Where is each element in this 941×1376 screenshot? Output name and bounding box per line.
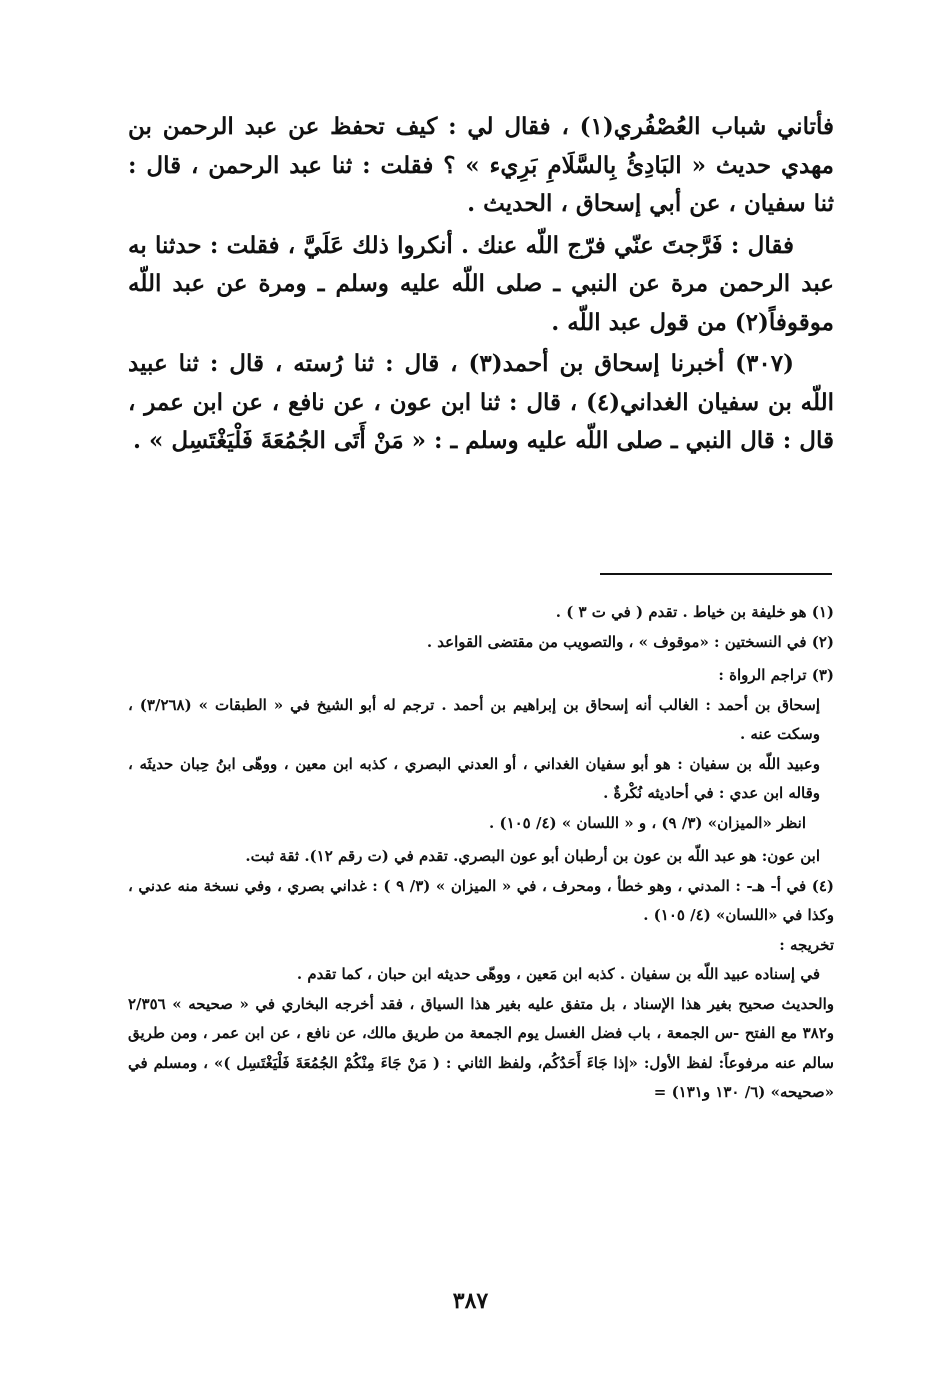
- footnote-2: (٢) في النسختين : «موقوف » ، والتصويب من مقتضى القواعد .: [426, 632, 834, 651]
- footnote-4: (٤) في أ- هـ- : المدني ، وهو خطأ ، ومحرف ، في « الميزان » (٣/ ٩ ) : غداني بصري ، وفي نسخة منه عدني ، وكذا في «اللسان» (٤/ ١٠٥) .: [128, 876, 835, 924]
- footnotes: [128, 598, 834, 1108]
- footnote-1: (١) هو خليفة بن خياط . تقدم ( في ت ٣ ) .: [555, 603, 834, 621]
- footnote-3-ubaidullah: وعبيد اللّه بن سفيان : هو أبو سفيان الغداني ، أو العدني البصري ، كذبه ابن معين ، ووهّى ابنُ حِبان حديثَه ، وقاله ابن عدي : في أحاديثه نُكْرةٌ .: [128, 754, 820, 802]
- takhrij-title: تخريجه :: [779, 935, 834, 954]
- footnote-3-title: (٣) تراجم الرواة :: [718, 666, 834, 684]
- takhrij-isnad: في إسناده عبيد اللّه بن سفيان . كذبه ابن مَعين ، ووهّى حديثه ابن حبان ، كما تقدم .: [296, 965, 820, 983]
- main-paragraph-hadith-307: (٣٠٧) أخبرنا إسحاق بن أحمد(٣) ، قال : ثنا رُسته ، قال : ثنا عبيد اللّه بن سفيان الغداني(٤) ، قال : ثنا ابن عون ، عن نافع ، عن ابن عمر ، قال : قال النبي ـ صلى اللّه عليه وسلم ـ : « مَنْ أَتَى الجُمُعَةَ فَلْيَغْتَسِل » .: [128, 350, 834, 454]
- page-number: ٣٨٧: [452, 1288, 489, 1314]
- footnote-3-ishaq: إسحاق بن أحمد : الغالب أنه إسحاق بن إبراهيم بن أحمد . ترجم له أبو الشيخ في « الطبقات » (٣/٢٦٨) ، وسكت عنه .: [128, 695, 820, 743]
- main-paragraph-2: فقال : فَرَّجتَ عنّي فرّج اللّه عنك . أنكروا ذلك عَلَيَّ ، فقلت : حدثنا به عبد الرحمن مرة عن النبي ـ صلى اللّه عليه وسلم ـ ومرة عن عبد اللّه موقوفاً(٢) من قول عبد اللّه .: [128, 231, 834, 336]
- main-text: [128, 108, 834, 461]
- footnote-3-refs: انظر «الميزان» (٣/ ٩) ، و « اللسان » (٤/ ١٠٥) .: [489, 813, 806, 832]
- footnote-separator: [600, 573, 832, 575]
- footnote-3-ibn-awn: ابن عون: هو عبد اللّه بن عون بن أرطبان أبو عون البصري. تقدم في (ت رقم ١٢). ثقة ثبت.: [245, 847, 820, 865]
- takhrij-sources: والحديث صحيح بغير هذا الإسناد ، بل متفق عليه بغير هذا السياق ، فقد أخرجه البخاري في « صحيحه » ٢/٣٥٦ و٣٨٢ مع الفتح -س الجمعة ، باب فضل الغسل يوم الجمعة من طريق مالك، عن نافع ، عن ابن عمر ، ومن طريق سالم عنه مرفوعاً: لفظ الأول: «إذا جَاءَ أَحَدُكُم، ولفظ الثاني : ( مَنْ جَاءَ مِنْكُمْ الجُمُعَةَ فَلْيَغْتَسِل )» ، ومسلم في «صحيحه» (٦/ ١٣٠ و١٣١) =: [128, 994, 834, 1101]
- main-paragraph-1: فأتاني شباب العُصْفُري(١) ، فقال لي : كيف تحفظ عن عبد الرحمن بن مهدي حديث « البَادِئُ بِالسَّلَامِ بَرِيء » ؟ فقلت : ثنا عبد الرحمن ، قال : ثنا سفيان ، عن أبي إسحاق ، الحديث .: [128, 113, 834, 217]
